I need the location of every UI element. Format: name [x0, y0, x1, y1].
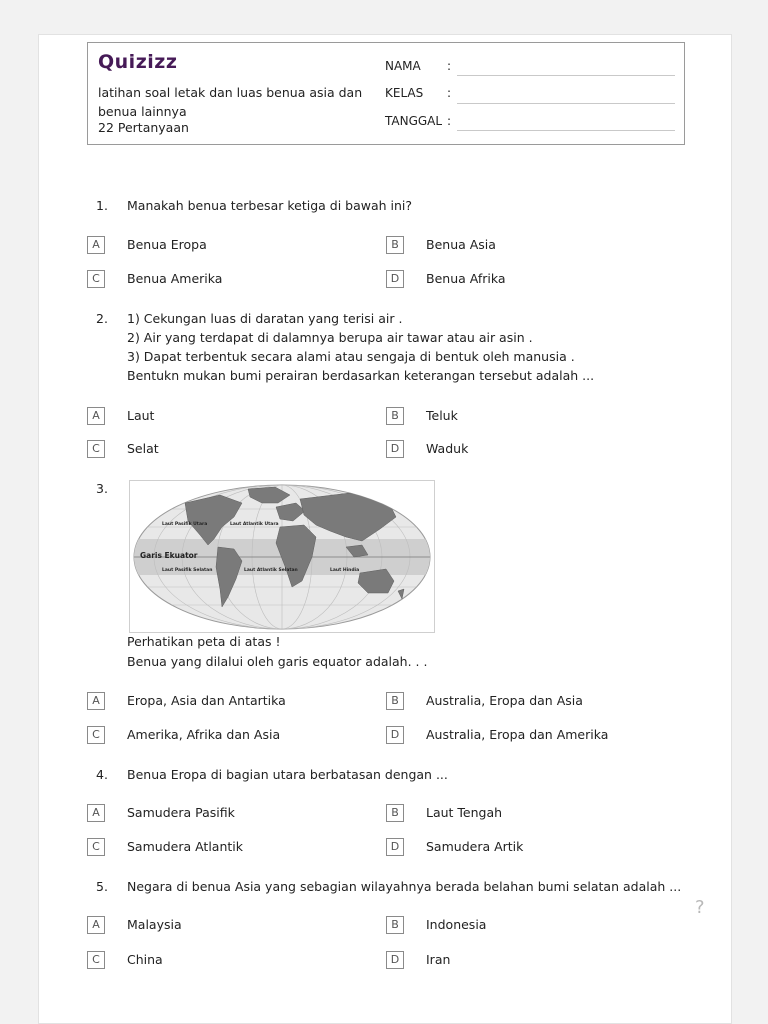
q2-option-c-box[interactable]: C	[87, 440, 105, 458]
question-5-number: 5.	[96, 879, 108, 894]
q4-option-b-text: Laut Tengah	[426, 805, 503, 820]
q4-option-d-text: Samudera Artik	[426, 839, 524, 854]
q1-option-c-box[interactable]: C	[87, 270, 105, 288]
question-2-line-3: 3) Dapat terbentuk secara alami atau sengaja di bentuk oleh manusia .	[127, 349, 575, 364]
question-4-text: Benua Eropa di bagian utara berbatasan dengan ...	[127, 767, 448, 782]
question-count: 22 Pertanyaan	[98, 120, 189, 135]
q3-option-b-text: Australia, Eropa dan Asia	[426, 693, 583, 708]
quiz-title: latihan soal letak dan luas benua asia dan benua lainnya	[98, 85, 363, 119]
world-map-svg	[130, 481, 434, 632]
q2-option-a-text: Laut	[127, 408, 155, 423]
q2-option-a-box[interactable]: A	[87, 407, 105, 425]
class-colon: :	[447, 86, 452, 100]
map-label-equator: Garis Ekuator	[140, 551, 198, 560]
q2-option-c-text: Selat	[127, 441, 159, 456]
date-line[interactable]	[457, 130, 675, 131]
q5-option-d-text: Iran	[426, 952, 451, 967]
q3-option-d-box[interactable]: D	[386, 726, 404, 744]
q3-option-a-box[interactable]: A	[87, 692, 105, 710]
world-map-image	[129, 480, 435, 633]
q3-option-b-box[interactable]: B	[386, 692, 404, 710]
q5-option-c-text: China	[127, 952, 163, 967]
worksheet-header	[87, 42, 685, 145]
q2-option-d-box[interactable]: D	[386, 440, 404, 458]
quizizz-logo: Quizizz	[98, 51, 178, 73]
question-4-number: 4.	[96, 767, 108, 782]
q5-option-a-box[interactable]: A	[87, 916, 105, 934]
map-label-atlantic-north: Laut Atlantik Utara	[230, 522, 279, 527]
q2-option-d-text: Waduk	[426, 441, 469, 456]
question-2-line-4: Bentukn mukan bumi perairan berdasarkan keterangan tersebut adalah ...	[127, 368, 595, 383]
q1-option-b-text: Benua Asia	[426, 237, 496, 252]
question-mark-icon[interactable]: ?	[695, 897, 705, 918]
question-2-line-1: 1) Cekungan luas di daratan yang terisi air .	[127, 311, 403, 326]
map-label-pacific-north: Laut Pasifik Utara	[162, 522, 208, 527]
name-line[interactable]	[457, 75, 675, 76]
q4-option-c-text: Samudera Atlantik	[127, 839, 243, 854]
q4-option-b-box[interactable]: B	[386, 804, 404, 822]
q1-option-d-text: Benua Afrika	[426, 271, 506, 286]
q3-option-c-text: Amerika, Afrika dan Asia	[127, 727, 281, 742]
question-1-text: Manakah benua terbesar ketiga di bawah ini?	[127, 198, 413, 213]
q5-option-a-text: Malaysia	[127, 917, 182, 932]
question-1-number: 1.	[96, 198, 108, 213]
question-2-line-2: 2) Air yang terdapat di dalamnya berupa air tawar atau air asin .	[127, 330, 533, 345]
map-label-indian: Laut Hindia	[330, 568, 360, 573]
q5-option-c-box[interactable]: C	[87, 951, 105, 969]
q1-option-a-text: Benua Eropa	[127, 237, 207, 252]
question-5-text: Negara di benua Asia yang sebagian wilayahnya berada belahan bumi selatan adalah ...	[127, 879, 682, 894]
class-line[interactable]	[457, 103, 675, 104]
q4-option-c-box[interactable]: C	[87, 838, 105, 856]
q1-option-b-box[interactable]: B	[386, 236, 404, 254]
q5-option-d-box[interactable]: D	[386, 951, 404, 969]
q4-option-a-text: Samudera Pasifik	[127, 805, 235, 820]
q5-option-b-text: Indonesia	[426, 917, 487, 932]
class-label: KELAS	[385, 86, 424, 100]
date-colon: :	[447, 114, 452, 128]
map-label-pacific-south: Laut Pasifik Selatan	[162, 568, 213, 573]
q5-option-b-box[interactable]: B	[386, 916, 404, 934]
q4-option-d-box[interactable]: D	[386, 838, 404, 856]
question-2-number: 2.	[96, 311, 108, 326]
map-label-atlantic-south: Laut Atlantik Selatan	[244, 568, 298, 573]
question-3-number: 3.	[96, 481, 108, 496]
q3-option-a-text: Eropa, Asia dan Antartika	[127, 693, 286, 708]
q4-option-a-box[interactable]: A	[87, 804, 105, 822]
question-3-line-1: Perhatikan peta di atas !	[127, 634, 281, 649]
worksheet-page	[38, 34, 732, 1024]
q1-option-a-box[interactable]: A	[87, 236, 105, 254]
q2-option-b-text: Teluk	[426, 408, 458, 423]
name-colon: :	[447, 59, 452, 73]
q1-option-d-box[interactable]: D	[386, 270, 404, 288]
q3-option-d-text: Australia, Eropa dan Amerika	[426, 727, 609, 742]
q2-option-b-box[interactable]: B	[386, 407, 404, 425]
q1-option-c-text: Benua Amerika	[127, 271, 223, 286]
name-label: NAMA	[385, 59, 421, 73]
q3-option-c-box[interactable]: C	[87, 726, 105, 744]
date-label: TANGGAL	[385, 114, 443, 128]
question-3-line-2: Benua yang dilalui oleh garis equator adalah. . .	[127, 654, 428, 669]
